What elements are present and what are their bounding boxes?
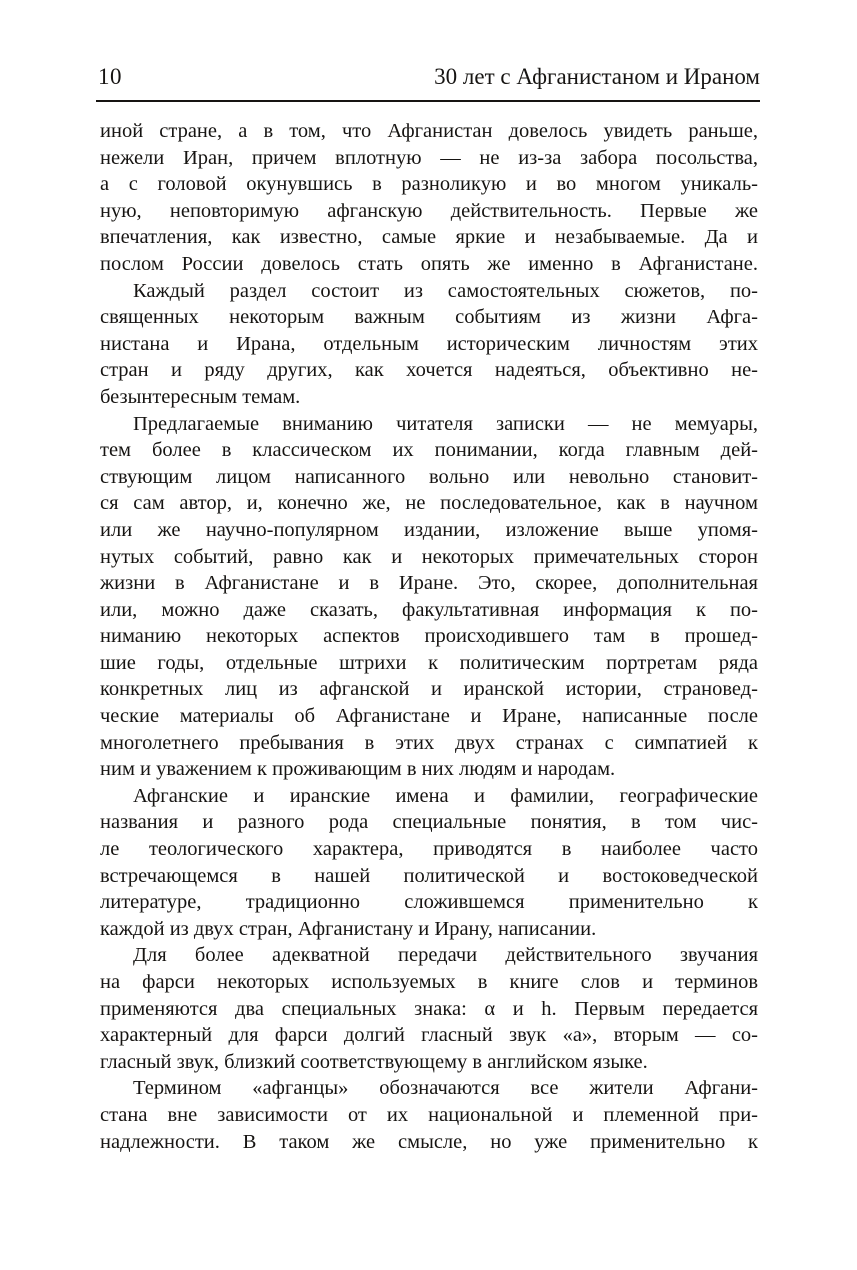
text-line: а с головой окунувшись в разноликую и во многом уникаль- [100,173,758,196]
text-line: Предлагаемые вниманию читателя записки — не мемуары, [133,412,758,435]
text-line: литературе, традиционно сложившемся применительно к [100,891,758,914]
header-rule [96,100,760,102]
text-line: Афганские и иранские имена и фамилии, географические [133,784,758,807]
text-line: надлежности. В таком же смысле, но уже применительно к [100,1130,758,1153]
text-line: Каждый раздел состоит из самостоятельных сюжетов, по- [133,279,758,302]
page-number: 10 [98,64,122,89]
text-line: или же научно-популярном издании, изложение выше упомя- [100,518,758,541]
text-line: ниманию некоторых аспектов происходившего там в прошед- [100,625,758,648]
text-line: Термином «афганцы» обозначаются все жители Афгани- [133,1077,758,1100]
text-line: ческие материалы об Афганистане и Иране, написанные после [100,705,758,728]
paragraph [100,783,758,943]
page-header [98,63,760,91]
text-line: встречающемся в нашей политической и востоковедческой [100,864,758,887]
text-line: на фарси некоторых используемых в книге слов и терминов [100,971,758,993]
text-line: жизни в Афганистане и в Иране. Это, скорее, дополнительная [100,572,758,595]
text-line: нежели Иран, причем вплотную — не из-за забора посольства, [100,146,758,169]
text-line: многолетнего пребывания в этих двух странах с симпатией к [100,731,758,754]
paragraph [100,1075,758,1155]
text-line: нистана и Ирана, отдельным историческим личностям этих [100,332,758,355]
text-line: ся сам автор, и, конечно же, не последовательное, как в научном [100,492,758,515]
text-line: послом России довелось стать опять же именно в Афганистане. [100,252,758,275]
text-line: стран и ряду других, как хочется надеяться, объективно не- [100,359,758,382]
text-line: характерный для фарси долгий гласный звук «а», вторым — со- [100,1024,758,1047]
text-line: впечатления, как известно, самые яркие и незабываемые. Да и [100,226,758,249]
text-line: безынтересным темам. [100,385,301,408]
paragraph [100,278,758,411]
text-line: конкретных лиц из афганской и иранской истории, страновед- [100,678,758,701]
text-line: священных некоторым важным событиям из жизни Афга- [100,306,758,329]
text-line: Для более адекватной передачи действительного звучания [133,944,758,967]
text-line: иной стране, а в том, что Афганистан довелось увидеть раньше, [100,120,758,142]
text-line: каждой из двух стран, Афганистану и Ирану, написании. [100,917,597,940]
text-line: нутых событий, равно как и некоторых примечательных сторон [100,545,758,568]
text-line: названия и разного рода специальные понятия, в том чис- [100,811,758,834]
text-line: стана вне зависимости от их национальной и племенной при- [100,1103,758,1126]
text-line: ствующим лицом написанного вольно или невольно становит- [100,465,758,488]
running-title: 30 лет с Афганистаном и Ираном [434,64,760,89]
text-line: или, можно даже сказать, факультативная информация к по- [100,598,758,621]
text-line: применяются два специальных знака: α и h. Первым передается [100,997,758,1020]
text-line: ную, неповторимую афганскую действительность. Первые же [100,199,758,222]
text-line: ле теологического характера, приводятся в наиболее часто [100,838,758,861]
paragraph [100,942,758,1075]
text-line: шие годы, отдельные штрихи к политическим портретам ряда [100,651,758,674]
page-body [100,118,758,1155]
paragraph [100,118,758,278]
text-line: гласный звук, близкий соответствующему в английском языке. [100,1050,648,1073]
paragraph [100,411,758,783]
text-line: ним и уважением к проживающим в них людям и народам. [100,758,616,781]
text-line: тем более в классическом их понимании, когда главным дей- [100,439,758,462]
